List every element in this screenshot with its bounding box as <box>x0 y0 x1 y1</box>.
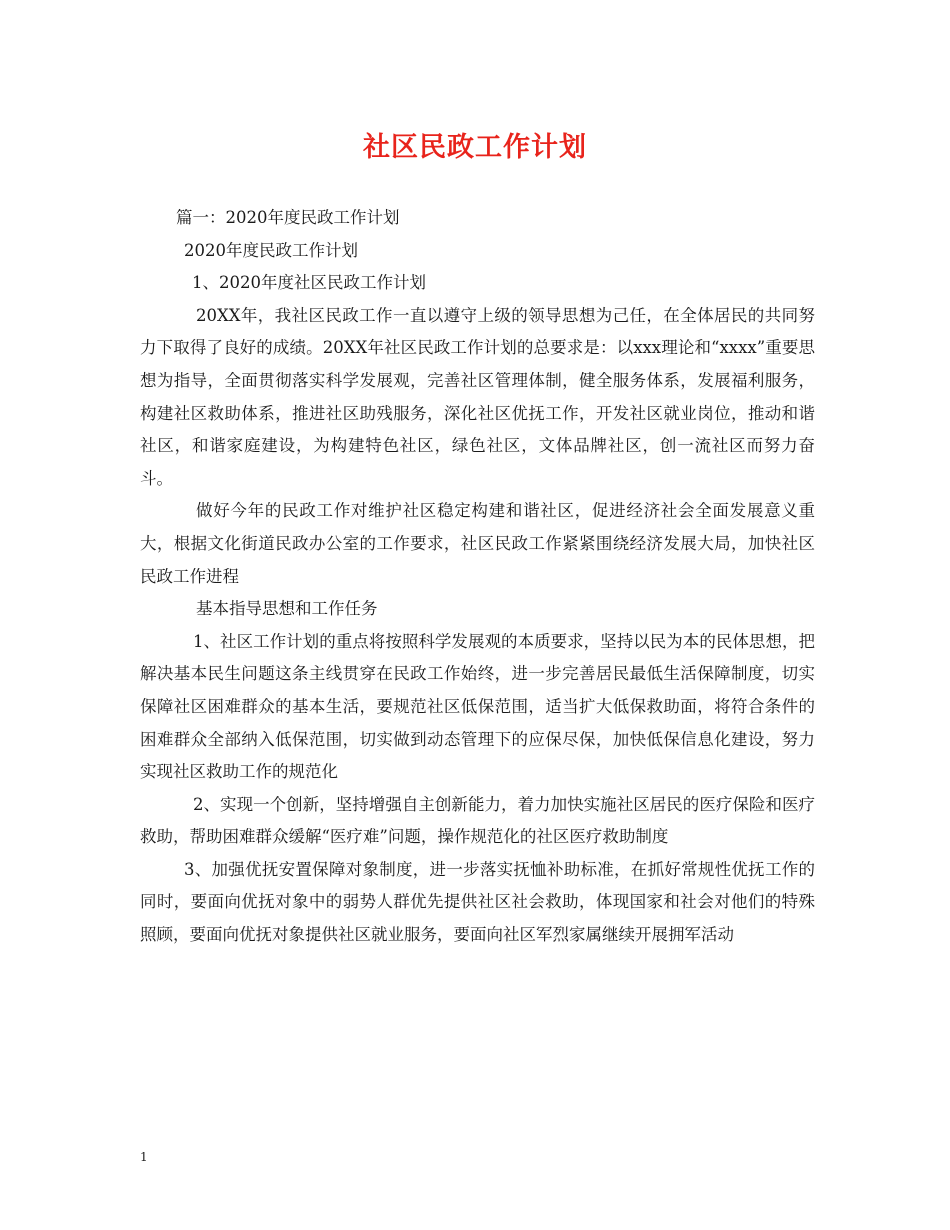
sub-heading: 2020年度民政工作计划 <box>184 240 358 260</box>
paragraph-significance: 做好今年的民政工作对维护社区稳定构建和谐社区，促进经济社会全面发展意义重大，根据文化街道民政办公室的工作要求，社区民政工作紧紧围绕经济发展大局，加快社区民政工作进程 <box>140 501 815 586</box>
document-body <box>140 202 815 952</box>
part-heading: 篇一：2020年度民政工作计划 <box>176 208 400 227</box>
paragraph-task-1: 1、社区工作计划的重点将按照科学发展观的本质要求，坚持以民为本的民体思想，把解决基本民生问题这条主线贯穿在民政工作始终，进一步完善居民最低生活保障制度，切实保障社区困难群众的基本生活，要规范社区低保范围，适当扩大低保救助面，将符合条件的困难群众全部纳入低保范围，切实做到动态管理下的应保尽保，加快低保信息化建设，努力实现社区救助工作的规范化 <box>140 631 815 782</box>
paragraph-overview: 20XX年，我社区民政工作一直以遵守上级的领导思想为己任，在全体居民的共同努力下取得了良好的成绩。20XX年社区民政工作计划的总要求是：以xxx理论和“xxxx”重要思想为指导，全面贯彻落实科学发展观，完善社区管理体制，健全服务体系，发展福利服务，构建社区救助体系，推进社区助残服务，深化社区优抚工作，开发社区就业岗位，推动和谐社区，和谐家庭建设，为构建特色社区，绿色社区，文体品牌社区，创一流社区而努力奋斗。 <box>140 305 815 488</box>
document-title: 社区民政工作计划 <box>363 132 587 163</box>
basic-heading: 基本指导思想和工作任务 <box>196 599 378 619</box>
page-number: 1 <box>140 1150 148 1164</box>
paragraph-task-3: 3、加强优抚安置保障对象制度，进一步落实抚恤补助标准，在抓好常规性优抚工作的同时，要面向优抚对象中的弱势人群优先提供社区社会救助，体现国家和社会对他们的特殊照顾，要面向优抚对象提供社区就业服务，要面向社区军烈家属继续开展拥军活动 <box>140 859 815 945</box>
paragraph-task-2: 2、实现一个创新，坚持增强自主创新能力，着力加快实施社区居民的医疗保险和医疗救助，帮助困难群众缓解“医疗难”问题，操作规范化的社区医疗救助制度 <box>140 794 815 847</box>
item-heading: 1、2020年度社区民政工作计划 <box>192 273 426 293</box>
